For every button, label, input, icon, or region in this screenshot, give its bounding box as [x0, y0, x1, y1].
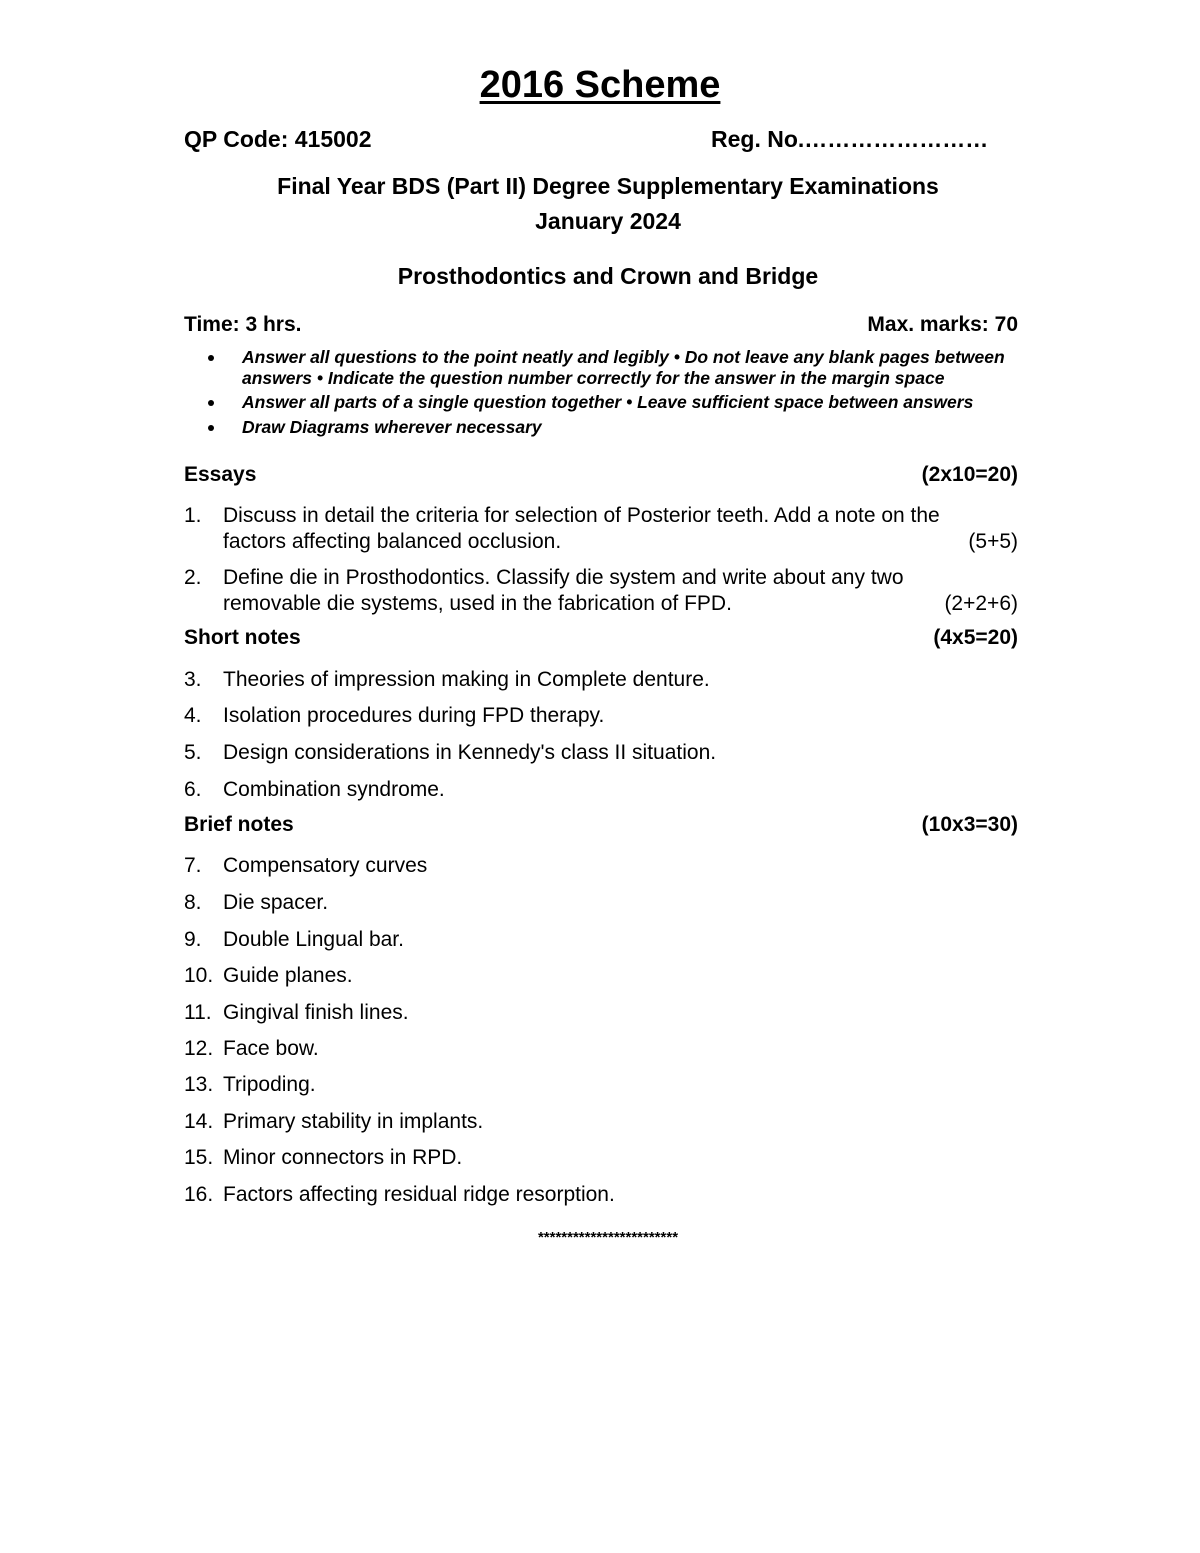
qp-code: QP Code: 415002	[184, 126, 372, 152]
question-number: 5.	[184, 741, 202, 764]
question-text: Theories of impression making in Complete denture.	[223, 668, 710, 691]
instruction-item: Answer all questions to the point neatly and legibly • Do not leave any blank pages between answers • Indicate the question number correctly for the answer in the margin space	[205, 347, 1025, 388]
time-allowed: Time: 3 hrs.	[184, 313, 302, 336]
question-number: 11.	[184, 1001, 212, 1024]
bullet-icon	[208, 425, 214, 431]
question-number: 16.	[184, 1183, 214, 1206]
question-number: 12.	[184, 1037, 214, 1060]
subject-title: Prosthodontics and Crown and Bridge	[397, 263, 819, 289]
question-text: Compensatory curves	[223, 854, 428, 877]
question-item	[184, 1000, 1018, 1026]
question-number: 13.	[184, 1073, 214, 1096]
question-item	[184, 890, 1018, 916]
scheme-title: 2016 Scheme	[479, 64, 721, 106]
section-title-brief-notes: Brief notes	[184, 813, 294, 836]
section-marks-essays: (2x10=20)	[921, 463, 1018, 486]
question-item	[184, 667, 1018, 693]
question-line	[223, 529, 1018, 555]
question-number: 1.	[184, 504, 202, 527]
question-text: Isolation procedures during FPD therapy.	[223, 704, 605, 727]
question-item	[184, 703, 1018, 729]
max-marks: Max. marks: 70	[867, 313, 1018, 336]
question-item	[184, 853, 1018, 879]
question-text: Die spacer.	[223, 891, 329, 914]
question-text: Design considerations in Kennedy's class II situation.	[223, 741, 717, 764]
question-number: 4.	[184, 704, 202, 727]
end-marker: ************************	[537, 1229, 679, 1246]
section-title-short-notes: Short notes	[184, 626, 301, 649]
question-number: 2.	[184, 566, 202, 589]
question-line-text: removable die systems, used in the fabrication of FPD.	[223, 592, 732, 615]
question-text: Guide planes.	[223, 964, 353, 987]
question-number: 10.	[184, 964, 214, 987]
section-title-essays: Essays	[184, 463, 257, 486]
question-text: Tripoding.	[223, 1073, 316, 1096]
question-number: 14.	[184, 1110, 214, 1133]
question-item	[184, 503, 1018, 555]
question-item	[184, 565, 1018, 617]
question-text: Factors affecting residual ridge resorption.	[223, 1183, 615, 1206]
question-item	[184, 740, 1018, 766]
section-marks-brief-notes: (10x3=30)	[921, 813, 1018, 836]
question-item	[184, 1036, 1018, 1062]
bullet-icon	[208, 355, 214, 361]
question-line	[223, 591, 1018, 617]
section-marks-short-notes: (4x5=20)	[933, 626, 1018, 649]
question-item	[184, 777, 1018, 803]
question-marks: (2+2+6)	[944, 592, 1018, 615]
question-text: Double Lingual bar.	[223, 928, 404, 951]
question-text: Gingival finish lines.	[223, 1001, 409, 1024]
question-line-text: factors affecting balanced occlusion.	[223, 530, 562, 553]
question-item	[184, 1182, 1018, 1208]
question-number: 7.	[184, 854, 202, 877]
question-line: Discuss in detail the criteria for selection of Posterior teeth. Add a note on the	[223, 504, 940, 527]
bullet-icon	[208, 400, 214, 406]
question-text: Primary stability in implants.	[223, 1110, 484, 1133]
question-text: Combination syndrome.	[223, 778, 445, 801]
instructions-list	[205, 347, 1025, 441]
question-number: 9.	[184, 928, 202, 951]
question-item	[184, 1145, 1018, 1171]
question-item	[184, 1109, 1018, 1135]
question-item	[184, 927, 1018, 953]
question-item	[184, 963, 1018, 989]
question-number: 6.	[184, 778, 202, 801]
question-line: Define die in Prosthodontics. Classify die system and write about any two	[223, 566, 904, 589]
exam-title: Final Year BDS (Part II) Degree Supplementary Examinations	[277, 173, 939, 199]
instruction-item: Draw Diagrams wherever necessary	[205, 417, 1025, 438]
exam-date: January 2024	[535, 208, 681, 234]
instruction-item: Answer all parts of a single question together • Leave sufficient space between answers	[205, 392, 1025, 413]
question-text: Minor connectors in RPD.	[223, 1146, 463, 1169]
question-text: Face bow.	[223, 1037, 319, 1060]
question-marks: (5+5)	[968, 530, 1018, 553]
question-item	[184, 1072, 1018, 1098]
question-number: 3.	[184, 668, 202, 691]
question-number: 8.	[184, 891, 202, 914]
question-number: 15.	[184, 1146, 214, 1169]
reg-no: Reg. No.……………………	[711, 126, 989, 152]
